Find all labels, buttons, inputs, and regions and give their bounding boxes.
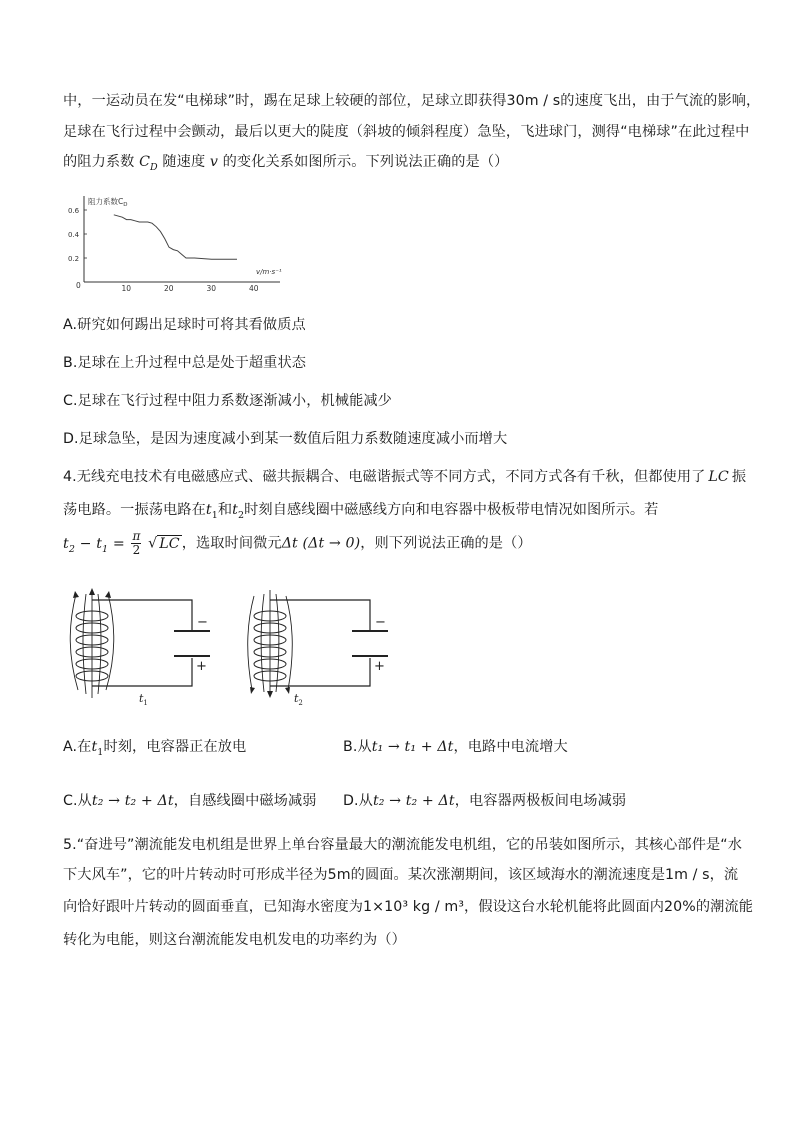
x-tick-label: 30 bbox=[206, 284, 217, 292]
v-symbol: v bbox=[209, 154, 219, 170]
dt-text: Δt (Δt → 0) bbox=[281, 535, 361, 552]
y-tick-label: 0.4 bbox=[68, 231, 80, 239]
q4-formula-line: $t_2 - t_1$ = $\frac{\pi}{2}$ √ LC ，选取时间微元Δt (Δt → 0)，则下列说法正确的是（） bbox=[63, 529, 532, 557]
q3-option-a: A.研究如何踢出足球时可将其看做质点 bbox=[63, 317, 306, 333]
svg-text:t2: $t_2$ bbox=[294, 692, 303, 707]
q3-line-3 bbox=[63, 151, 508, 173]
x-axis-label: v/m·s⁻¹ bbox=[256, 268, 282, 276]
cd-symbol: $C_D$ bbox=[139, 154, 158, 173]
q4-line-1: 4.无线充电技术有电磁感应式、磁共振耦合、电磁谐振式等不同方式，不同方式各有千秋，但都使用了 LC 振 bbox=[63, 469, 747, 485]
q3-line-3-a: 的阻力系数 bbox=[63, 154, 135, 170]
q3-line-3-c: 的变化关系如图所示。下列说法正确的是（） bbox=[222, 154, 509, 170]
q3-option-c: C.足球在飞行过程中阻力系数逐渐减小，机械能减少 bbox=[63, 393, 392, 409]
x-tick-label: 10 bbox=[121, 284, 132, 292]
y-tick-label: 0.6 bbox=[68, 207, 80, 215]
lc-circuit-figures bbox=[62, 586, 392, 711]
svg-text:+: + bbox=[196, 659, 207, 674]
svg-text:+: + bbox=[374, 659, 385, 674]
q5-line-2: 下大风车”，它的叶片转动时可形成半径为5m的圆面。某次涨潮期间，该区域海水的潮流速度是1m / s，流 bbox=[63, 867, 739, 883]
x-tick-label: 20 bbox=[164, 284, 174, 292]
q4-option-b: B.从t₁ → t₁ + Δt，电路中电流增大 bbox=[343, 739, 568, 755]
q5-line-3: 向恰好跟叶片转动的圆面垂直，已知海水密度为1×10³ kg / m³，假设这台水轮机能将此圆面内20%的潮流能 bbox=[63, 899, 754, 915]
svg-text:−: − bbox=[375, 615, 386, 630]
origin-label: 0 bbox=[76, 281, 81, 290]
drag-coefficient-chart bbox=[68, 192, 293, 292]
q3-line-1: 中，一运动员在发“电梯球”时，踢在足球上较硬的部位，足球立即获得30m / s的速度飞出，由于气流的影响， bbox=[63, 93, 761, 109]
q3-option-d: D.足球急坠，是因为速度减小到某一数值后阻力系数随速度减小而增大 bbox=[63, 431, 508, 447]
q3-line-3-b: 随速度 bbox=[162, 154, 206, 170]
svg-text:t1: $t_1$ bbox=[139, 692, 148, 707]
q4-option-a: A.在$t_1$时刻，电容器正在放电 bbox=[63, 739, 247, 758]
formula: $t_2 - t_1$ = bbox=[63, 535, 125, 555]
circuit-t1 bbox=[70, 588, 210, 707]
circuit-t2 bbox=[248, 590, 388, 707]
x-tick-label: 40 bbox=[249, 284, 259, 292]
svg-text:−: − bbox=[197, 615, 208, 630]
y-axis-label: 阻力系数$C_D$ bbox=[88, 197, 128, 208]
drag-curve bbox=[114, 215, 237, 259]
field-lines-t1 bbox=[70, 592, 114, 698]
q3-option-b: B.足球在上升过程中总是处于超重状态 bbox=[63, 355, 307, 371]
y-tick-label: 0.2 bbox=[68, 255, 80, 263]
pi-over-two: $\frac{\pi}{2}$ bbox=[132, 529, 141, 557]
q5-line-4: 转化为电能，则这台潮流能发电机发电的功率约为（） bbox=[63, 932, 406, 948]
q4-option-d: D.从t₂ → t₂ + Δt，电容器两极板间电场减弱 bbox=[343, 793, 627, 809]
field-lines-t2 bbox=[248, 590, 293, 694]
q4-line-2: 荡电路。一振荡电路在$t_1$和$t_2$时刻自感线圈中磁感线方向和电容器中极板带电情况如图所示。若 bbox=[63, 502, 659, 521]
q4-option-c: C.从t₂ → t₂ + Δt，自感线圈中磁场减弱 bbox=[63, 793, 317, 809]
q3-line-2: 足球在飞行过程中会颤动，最后以更大的陡度（斜坡的倾斜程度）急坠，飞进球门，测得“电梯球”在此过程中 bbox=[63, 124, 750, 140]
q5-line-1: 5.“奋进号”潮流能发电机组是世界上单台容量最大的潮流能发电机组，它的吊装如图所示，其核心部件是“水 bbox=[63, 837, 743, 853]
